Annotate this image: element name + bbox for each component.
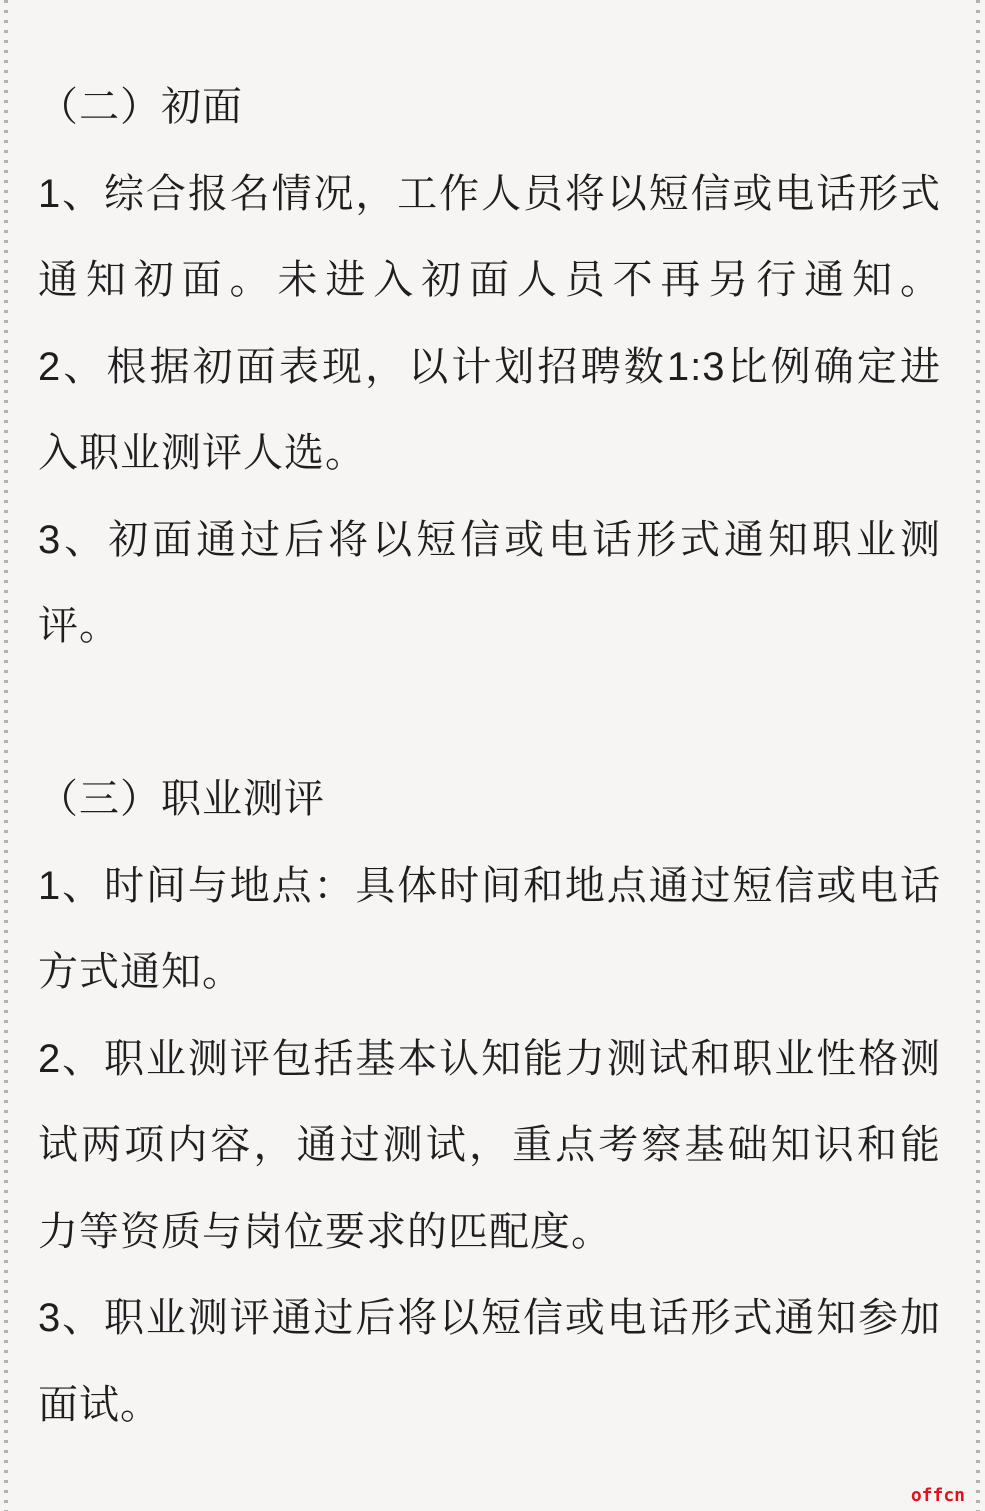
paragraph-line: 面试。 xyxy=(38,1382,161,1427)
offcn-watermark: offcn xyxy=(910,1485,965,1506)
section-3-heading: （三）职业测评 xyxy=(38,777,325,821)
left-dotted-border xyxy=(4,0,8,1511)
paragraph-line: 1、时间与地点：具体时间和地点通过短信或电话 xyxy=(38,863,941,908)
paragraph-line: 通知初面。未进入初面人员不再另行通知。 xyxy=(38,258,941,302)
paragraph-line: 评。 xyxy=(38,604,120,648)
document-content xyxy=(38,64,941,1448)
paragraph-line: 2、职业测评包括基本认知能力测试和职业性格测 xyxy=(38,1036,941,1081)
paragraph-line: 力等资质与岗位要求的匹配度。 xyxy=(38,1209,612,1254)
paragraph-line: 入职业测评人选。 xyxy=(38,431,366,475)
paragraph-line: 3、初面通过后将以短信或电话形式通知职业测 xyxy=(38,517,941,562)
blank-line xyxy=(38,670,941,757)
paragraph-line: 2、根据初面表现，以计划招聘数1:3比例确定进 xyxy=(38,344,941,389)
section-2-heading: （二）初面 xyxy=(38,85,243,129)
paragraph-line: 试两项内容，通过测试，重点考察基础知识和能 xyxy=(38,1123,941,1167)
paragraph-line: 3、职业测评通过后将以短信或电话形式通知参加 xyxy=(38,1296,941,1340)
paragraph-line: 1、综合报名情况，工作人员将以短信或电话形式 xyxy=(38,171,941,216)
paragraph-line: 方式通知。 xyxy=(38,950,243,994)
right-dotted-border xyxy=(976,0,980,1511)
